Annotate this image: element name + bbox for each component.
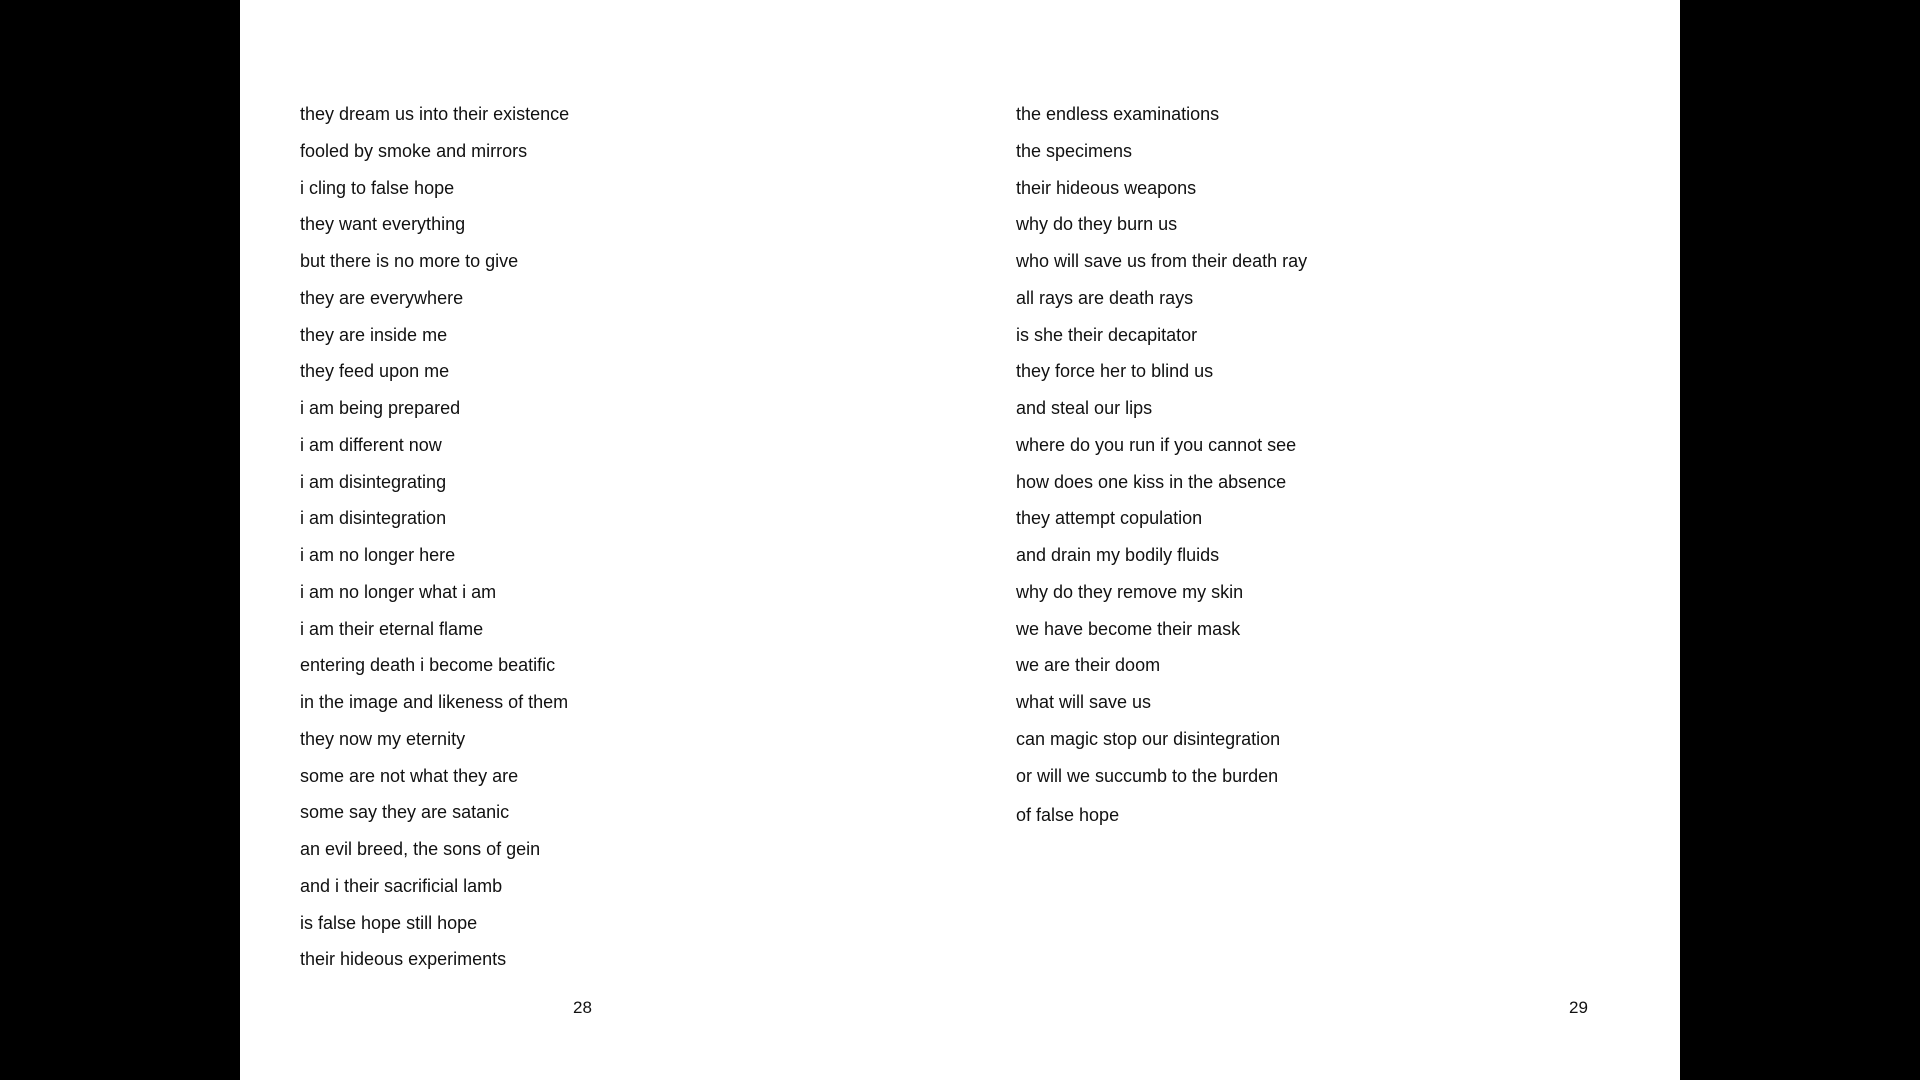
poem-line: i am being prepared: [300, 398, 461, 418]
poem-line: we are their doom: [1016, 655, 1161, 676]
poem-line: they now my eternity: [300, 728, 466, 749]
poem-line: who will save us from their death ray: [1016, 251, 1308, 271]
poem-line: the endless examinations: [1016, 104, 1220, 124]
poem-line: they are inside me: [300, 324, 448, 345]
poem-line: can magic stop our disintegration: [1016, 728, 1281, 749]
poem-line: their hideous experiments: [300, 949, 507, 970]
poem-line: what will save us: [1016, 692, 1152, 712]
poem-line: fooled by smoke and mirrors: [300, 140, 528, 161]
left-page: [240, 0, 960, 1080]
poem-line: how does one kiss in the absence: [1016, 471, 1287, 492]
poem-line: some say they are satanic: [300, 802, 510, 823]
poem-line: why do they remove my skin: [1016, 581, 1244, 602]
poem-line: some are not what they are: [300, 765, 519, 786]
poem-line: i am their eternal flame: [300, 618, 484, 639]
poem-line: where do you run if you cannot see: [1016, 434, 1297, 455]
poem-line: or will we succumb to the burden: [1016, 765, 1279, 786]
poem-line: why do they burn us: [1016, 214, 1178, 235]
book-spread: [240, 0, 1680, 1080]
poem-line: entering death i become beatific: [300, 655, 556, 676]
poem-line: is she their decapitator: [1016, 324, 1198, 345]
poem-line: they feed upon me: [300, 361, 450, 382]
poem-line: their hideous weapons: [1016, 177, 1197, 198]
poem-line: they dream us into their existence: [300, 104, 570, 124]
poem-line: and drain my bodily fluids: [1016, 545, 1220, 565]
poem-line: i am no longer here: [300, 545, 456, 565]
poem-line: they are everywhere: [300, 287, 464, 308]
poem-line: in the image and likeness of them: [300, 692, 569, 712]
page-number: 29: [1569, 998, 1588, 1017]
poem-lines-right: [1016, 103, 1307, 841]
right-page: [960, 0, 1680, 1080]
poem-line: i cling to false hope: [300, 177, 455, 198]
poem-line: i am disintegrating: [300, 471, 447, 492]
poem-line: and i their sacrificial lamb: [300, 875, 503, 896]
poem-line: of false hope: [1016, 805, 1120, 826]
poem-line: but there is no more to give: [300, 251, 519, 271]
poem-line: the specimens: [1016, 140, 1133, 161]
poem-line: i am different now: [300, 434, 442, 455]
page-number: 28: [573, 998, 592, 1017]
poem-line: we have become their mask: [1016, 618, 1241, 639]
poem-line: they want everything: [300, 214, 466, 235]
poem-line: they force her to blind us: [1016, 361, 1214, 382]
poem-line: all rays are death rays: [1016, 287, 1194, 308]
poem-line: is false hope still hope: [300, 912, 478, 933]
poem-line: i am no longer what i am: [300, 581, 497, 602]
poem-line: and steal our lips: [1016, 398, 1153, 418]
poem-lines-left: [300, 103, 569, 985]
poem-line: an evil breed, the sons of gein: [300, 839, 541, 859]
poem-line: i am disintegration: [300, 508, 447, 529]
poem-line: they attempt copulation: [1016, 508, 1203, 529]
